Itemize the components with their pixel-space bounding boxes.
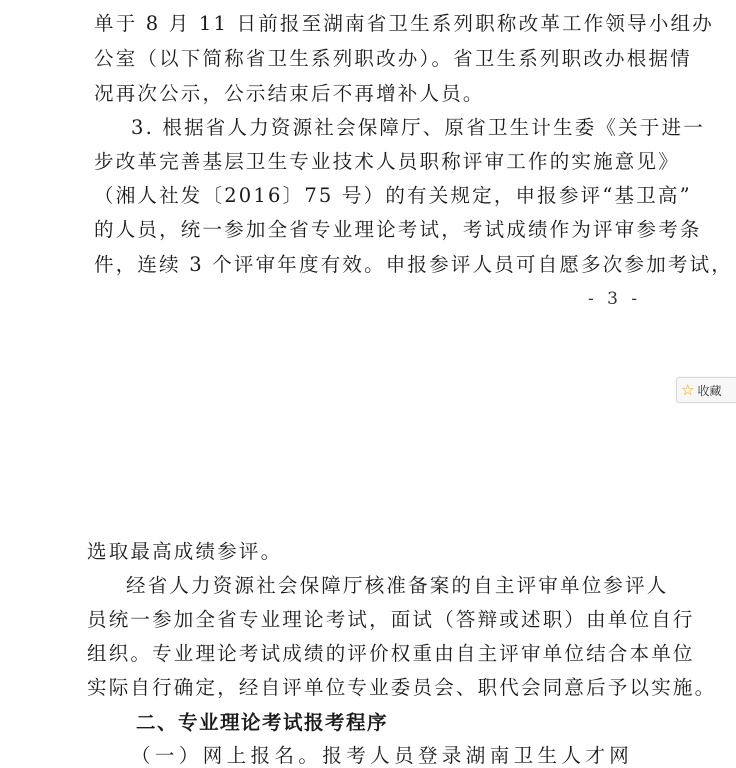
cut-off-text-line bbox=[87, 744, 647, 767]
paragraph-line: 3. 根据省人力资源社会保障厅、原省卫生计生委《关于进一 bbox=[131, 116, 705, 139]
paragraph-line: 公室（以下简称省卫生系列职改办）。省卫生系列职改办根据情 bbox=[94, 47, 692, 70]
paragraph-line: 实际自行确定，经自评单位专业委员会、职代会同意后予以实施。 bbox=[87, 676, 717, 699]
document-page-3 bbox=[0, 0, 734, 320]
paragraph-line: 组织。专业理论考试成绩的评价权重由自主评审单位结合本单位 bbox=[87, 642, 695, 665]
paragraph-line: 单于 8 月 11 日前报至湖南省卫生系列职称改革工作领导小组办 bbox=[94, 12, 714, 35]
paragraph-line: 件，连续 3 个评审年度有效。申报参评人员可自愿多次参加考试， bbox=[94, 253, 734, 276]
section-heading: 二、专业理论考试报考程序 bbox=[136, 711, 389, 734]
paragraph-line: 经省人力资源社会保障厅核准备案的自主评审单位参评人 bbox=[126, 574, 669, 597]
favorite-button[interactable] bbox=[676, 377, 736, 403]
paragraph-line: （一）网上报名。报考人员登录湖南卫生人才网 bbox=[131, 744, 631, 767]
paragraph-line: 步改革完善基层卫生专业技术人员职称评审工作的实施意见》 bbox=[94, 150, 680, 173]
document-page-4 bbox=[0, 530, 718, 767]
star-outline-icon: ☆ bbox=[681, 380, 695, 399]
paragraph-line: 的人员，统一参加全省专业理论考试，考试成绩作为评审参考条 bbox=[94, 218, 702, 241]
paragraph-line: 选取最高成绩参评。 bbox=[87, 540, 283, 563]
cut-off-text-line bbox=[94, 0, 639, 5]
paragraph-line: 员统一参加全省专业理论考试，面试（答辩或述职）由单位自行 bbox=[87, 608, 695, 631]
paragraph-line: （湘人社发〔2016〕75 号）的有关规定，申报参评“基卫高” bbox=[94, 184, 692, 207]
page-number: - 3 - bbox=[588, 289, 642, 309]
paragraph-line: 况再次公示，公示结束后不再增补人员。 bbox=[94, 82, 485, 105]
favorite-label: 收藏 bbox=[697, 383, 722, 398]
